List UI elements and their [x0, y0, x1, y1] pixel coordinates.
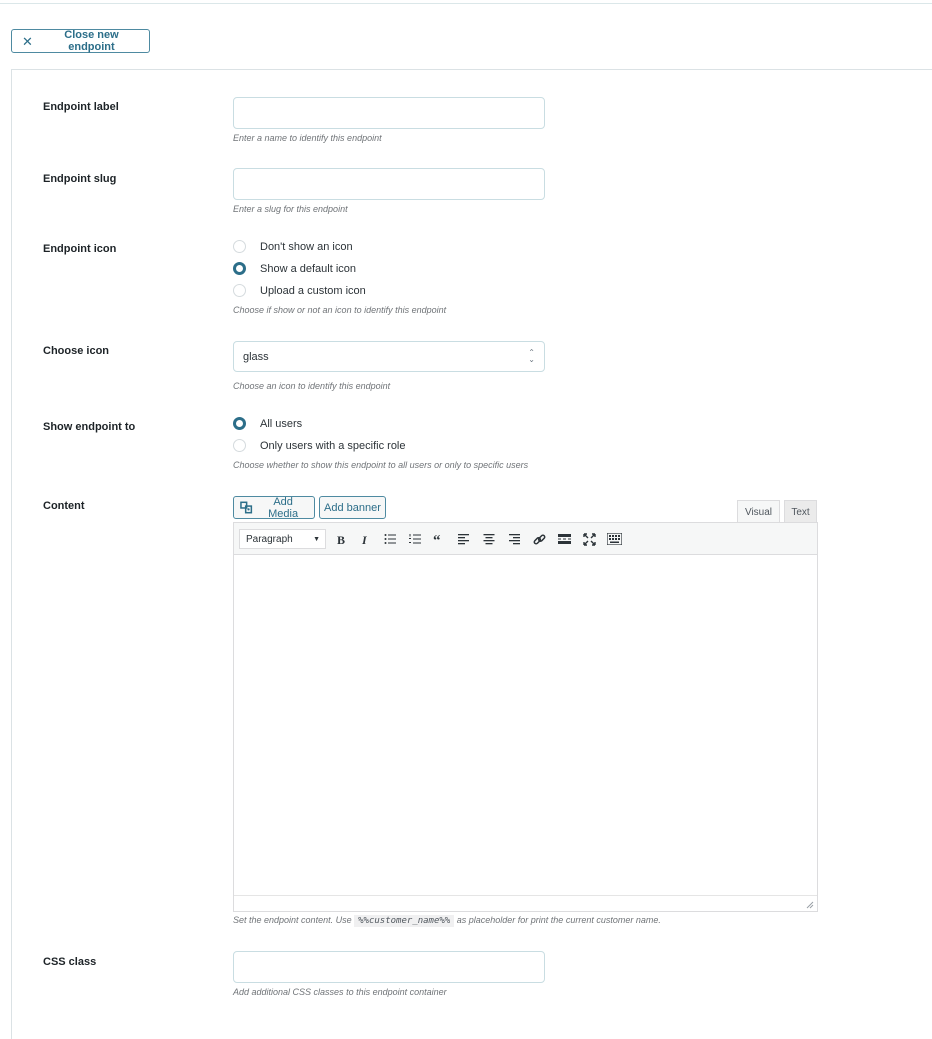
radio-label: Show a default icon: [260, 262, 357, 275]
add-media-label: Add Media: [268, 495, 299, 520]
choose-icon-description: Choose an icon to identify this endpoint: [233, 381, 391, 391]
show-endpoint-to-description: Choose whether to show this endpoint to all users or only to specific users: [233, 460, 529, 470]
endpoint-slug-input[interactable]: [233, 168, 545, 200]
radio-label: Don't show an icon: [260, 240, 353, 253]
radio-circle-selected: [233, 417, 246, 430]
blockquote-icon[interactable]: [430, 530, 448, 548]
caret-down-icon: ▼: [313, 536, 320, 543]
radio-show-default-icon[interactable]: [233, 262, 356, 275]
customer-name-placeholder: %%customer_name%%: [354, 915, 454, 927]
choose-icon-value: glass: [243, 350, 269, 363]
format-select[interactable]: [239, 529, 326, 549]
close-new-endpoint-button[interactable]: [11, 29, 150, 53]
endpoint-icon-description: Choose if show or not an icon to identify this endpoint: [233, 305, 447, 315]
svg-text:B: B: [337, 533, 346, 545]
link-icon[interactable]: [530, 530, 548, 548]
radio-label: Upload a custom icon: [260, 284, 366, 297]
radio-label: Only users with a specific role: [260, 439, 406, 452]
svg-text:“: “: [432, 533, 440, 545]
radio-dont-show-icon[interactable]: [233, 240, 353, 253]
content-description-after: as placeholder for print the current customer name.: [456, 915, 661, 925]
content-label: Content: [43, 500, 85, 512]
css-class-input[interactable]: [233, 951, 545, 983]
endpoint-label-input[interactable]: [233, 97, 545, 129]
endpoint-label-description: Enter a name to identify this endpoint: [233, 133, 382, 143]
radio-specific-role[interactable]: [233, 439, 406, 452]
read-more-icon[interactable]: [555, 530, 573, 548]
add-media-icon: [240, 501, 253, 514]
choose-icon-select[interactable]: [233, 341, 545, 372]
add-banner-button[interactable]: [319, 496, 386, 519]
close-button-label: Close new endpoint: [64, 29, 119, 53]
content-description: [233, 915, 661, 926]
numbered-list-icon[interactable]: [406, 530, 424, 548]
editor-toolbar: [234, 523, 817, 555]
tab-visual-label: Visual: [744, 506, 773, 518]
radio-circle-selected: [233, 262, 246, 275]
endpoint-icon-label: Endpoint icon: [43, 243, 117, 255]
bold-icon[interactable]: [332, 530, 350, 548]
top-divider: [0, 3, 932, 4]
radio-circle: [233, 284, 246, 297]
svg-text:I: I: [362, 533, 367, 545]
radio-circle: [233, 240, 246, 253]
tab-visual[interactable]: [737, 500, 780, 523]
radio-label: All users: [260, 417, 303, 430]
show-endpoint-to-label: Show endpoint to: [43, 421, 136, 433]
tab-text[interactable]: [784, 500, 817, 523]
radio-upload-custom-icon[interactable]: [233, 284, 366, 297]
endpoint-slug-description: Enter a slug for this endpoint: [233, 204, 348, 214]
content-editor: [233, 522, 818, 912]
fullscreen-icon[interactable]: [580, 530, 598, 548]
css-class-label: CSS class: [43, 956, 97, 968]
format-select-value: Paragraph: [246, 533, 293, 545]
italic-icon[interactable]: [356, 530, 374, 548]
chevron-up-down-icon: ⌃ ⌄: [528, 348, 535, 364]
endpoint-slug-label: Endpoint slug: [43, 173, 117, 185]
editor-statusbar: [234, 895, 817, 911]
content-editor-area[interactable]: [234, 556, 817, 895]
add-banner-label: Add banner: [324, 501, 381, 514]
close-icon: ✕: [22, 33, 33, 49]
css-class-description: Add additional CSS classes to this endpoint container: [233, 987, 447, 997]
toolbar-toggle-icon[interactable]: [605, 530, 623, 548]
bulleted-list-icon[interactable]: [381, 530, 399, 548]
content-description-before: Set the endpoint content. Use: [233, 915, 352, 925]
align-left-icon[interactable]: [455, 530, 473, 548]
choose-icon-label: Choose icon: [43, 345, 110, 357]
add-media-button[interactable]: [233, 496, 315, 519]
endpoint-label-label: Endpoint label: [43, 101, 119, 113]
align-center-icon[interactable]: [480, 530, 498, 548]
radio-circle: [233, 439, 246, 452]
radio-all-users[interactable]: [233, 417, 302, 430]
align-right-icon[interactable]: [505, 530, 523, 548]
resize-handle-icon[interactable]: [806, 901, 814, 909]
tab-text-label: Text: [791, 506, 810, 518]
